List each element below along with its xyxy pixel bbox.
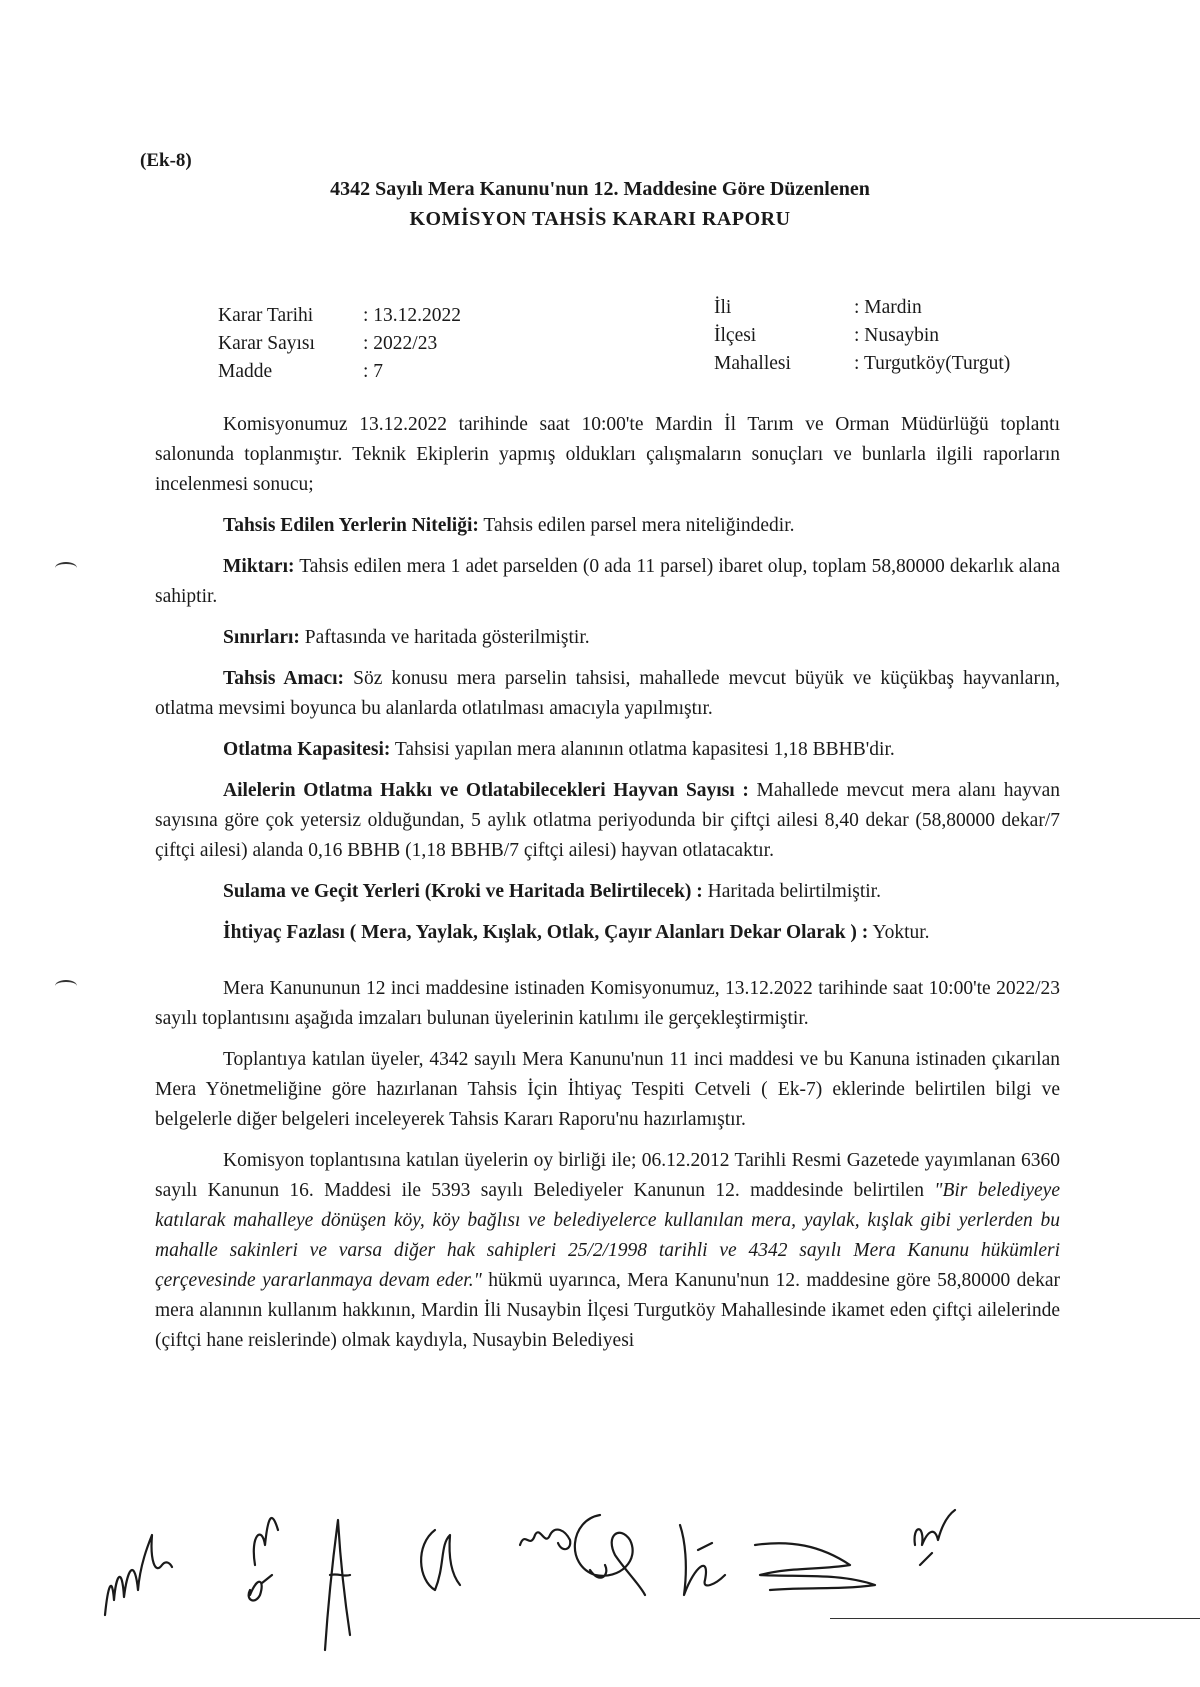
signatures bbox=[100, 1505, 1100, 1655]
families-paragraph bbox=[155, 776, 1060, 866]
meta-value: : 2022/23 bbox=[363, 333, 438, 354]
purpose-paragraph bbox=[155, 664, 1060, 724]
meta-row-date bbox=[218, 302, 461, 330]
boundaries-paragraph bbox=[155, 623, 1060, 653]
members-paragraph: Toplantıya katılan üyeler, 4342 sayılı Mera Kanunu'nun 11 inci maddesi ve bu Kanuna istinaden çıkarılan Mera Yönetmeliğine göre hazırlanan Tahsis İçin İhtiyaç Tespiti Cetveli ( Ek-7) eklerinde belirtilen bilgi ve belgelerle diğer belgeleri inceleyerek Tahsis Kararı Raporu'nu hazırlamıştır. bbox=[155, 1049, 1060, 1130]
signature-3 bbox=[325, 1520, 350, 1650]
section-text: Mahallede mevcut mera alanı hayvan sayısına göre çok yetersiz olduğundan, 5 aylık otlatma periyodunda bir çiftçi ailesi 8,40 dekar (58,80000 dekar/7 çiftçi ailesi) alanda 0,16 BBHB (1,18 BBHB/7 çiftçi ailesi) hayvan otlatacaktır. bbox=[155, 780, 1061, 861]
meeting-paragraph: Mera Kanununun 12 inci maddesine istinaden Komisyonumuz, 13.12.2022 tarihinde saat 10:00'te 2022/23 sayılı toplantısını aşağıda imzaları bulunan üyelerinin katılımı ile gerçekleştirmiştir. bbox=[155, 978, 1060, 1029]
meta-row-neighborhood bbox=[714, 350, 1010, 378]
meta-row-province bbox=[714, 294, 1010, 322]
meta-label: Mahallesi bbox=[714, 353, 791, 374]
decision-paragraph bbox=[155, 1146, 1060, 1356]
meta-label: Karar Tarihi bbox=[218, 305, 314, 326]
nature-paragraph bbox=[155, 511, 1060, 541]
law-quote: "Bir belediyeye katılarak mahalleye dönüşen köy, köy bağlısı ve belediyelerce kullanılan mera, yaylak, kışlak gibi yerlerden bu mahalle sakinleri ve varsa diğer hak sahipleri 25/2/1998 tarihli ve 4342 sayılı Mera Kanunu hükümleri çerçevesinde yararlanmaya devam eder." bbox=[155, 1180, 1060, 1291]
meta-row-number bbox=[218, 330, 461, 358]
meta-value: : 13.12.2022 bbox=[363, 305, 462, 326]
section-label: Ailelerin Otlatma Hakkı ve Otlatabilecekleri Hayvan Sayısı : bbox=[223, 780, 749, 801]
signature-4 bbox=[421, 1530, 460, 1590]
section-label: Miktarı: bbox=[223, 556, 295, 577]
decision-text-start: Komisyon toplantısına katılan üyelerin oy birliği ile; 06.12.2012 Tarihli Resmi Gazetede yayımlanan 6360 sayılı Kanunun 16. Maddesi ile 5393 sayılı Belediyeler Kanunun 12. maddesinde belirtilen bbox=[155, 1150, 1060, 1201]
section-text: Tahsisi yapılan mera alanının otlatma kapasitesi 1,18 BBHB'dir. bbox=[390, 739, 895, 760]
section-label: Otlatma Kapasitesi: bbox=[223, 739, 391, 760]
signature-6 bbox=[575, 1515, 645, 1595]
section-text: Yoktur. bbox=[868, 922, 930, 943]
irrigation-paragraph bbox=[155, 877, 1060, 907]
section-label: Tahsis Edilen Yerlerin Niteliği: bbox=[223, 515, 479, 536]
section-label: Sulama ve Geçit Yerleri (Kroki ve Haritada Belirtilecek) : bbox=[223, 881, 703, 902]
signature-9 bbox=[915, 1510, 955, 1565]
decision-text-end: hükmü uyarınca, Mera Kanunu'nun 12. maddesine göre 58,80000 dekar mera alanının kullanım hakkının, Mardin İli Nusaybin İlçesi Turgutköy Mahallesinde ikamet eden çiftçi ailelerinde (çiftçi hane reislerinde) olmak kaydıyla, Nusaybin Belediyesi bbox=[155, 1270, 1060, 1351]
capacity-paragraph bbox=[155, 735, 1060, 765]
signature-1 bbox=[105, 1535, 172, 1615]
document-title-line2: KOMİSYON TAHSİS KARARI RAPORU bbox=[409, 208, 791, 230]
amount-paragraph bbox=[155, 552, 1060, 612]
signature-8 bbox=[755, 1543, 875, 1590]
meta-row-article bbox=[218, 358, 461, 386]
signature-2 bbox=[249, 1518, 278, 1600]
section-text: Tahsis edilen parsel mera niteliğindedir. bbox=[478, 515, 795, 536]
meta-label: Madde bbox=[218, 361, 273, 382]
meta-value: : 7 bbox=[363, 361, 384, 382]
section-label: İhtiyaç Fazlası ( Mera, Yaylak, Kışlak, Otlak, Çayır Alanları Dekar Olarak ) : bbox=[223, 922, 869, 943]
section-text: Söz konusu mera parselin tahsisi, mahallede mevcut büyük ve küçükbaş hayvanların, otlatma mevsimi boyunca bu alanlarda otlatılması amacıyla yapılmıştır. bbox=[155, 668, 1060, 719]
section-label: Sınırları: bbox=[223, 627, 300, 648]
report-body bbox=[155, 410, 1060, 1367]
annex-label: (Ek-8) bbox=[140, 150, 192, 171]
meta-label: Karar Sayısı bbox=[218, 333, 315, 354]
meta-label: İli bbox=[714, 297, 732, 318]
section-label: Tahsis Amacı: bbox=[223, 668, 345, 689]
section-text: Tahsis edilen mera 1 adet parselden (0 ada 11 parsel) ibaret olup, toplam 58,80000 dekarlık alana sahiptir. bbox=[155, 556, 1060, 607]
meta-value: : Turgutköy(Turgut) bbox=[854, 353, 1011, 374]
meta-value: : Nusaybin bbox=[854, 325, 940, 346]
scan-mark bbox=[55, 980, 77, 992]
decision-meta bbox=[218, 302, 461, 386]
meta-value: : Mardin bbox=[854, 297, 922, 318]
section-text: Paftasında ve haritada gösterilmiştir. bbox=[299, 627, 590, 648]
document-title-line1: 4342 Sayılı Mera Kanunu'nun 12. Maddesine Göre Düzenlenen bbox=[330, 178, 870, 200]
meta-row-district bbox=[714, 322, 1010, 350]
section-text: Haritada belirtilmiştir. bbox=[702, 881, 881, 902]
location-meta bbox=[714, 294, 1010, 378]
intro-paragraph: Komisyonumuz 13.12.2022 tarihinde saat 10:00'te Mardin İl Tarım ve Orman Müdürlüğü toplantı salonunda toplanmıştır. Teknik Ekiplerin yapmış oldukları çalışmaların sonuçları ve bunlarla ilgili raporların incelenmesi sonucu; bbox=[155, 414, 1060, 495]
signature-line bbox=[830, 1618, 1200, 1619]
signature-5 bbox=[520, 1530, 570, 1550]
signature-7 bbox=[680, 1525, 725, 1595]
meta-label: İlçesi bbox=[714, 325, 757, 346]
scan-mark bbox=[55, 562, 77, 574]
surplus-paragraph bbox=[155, 918, 1060, 948]
